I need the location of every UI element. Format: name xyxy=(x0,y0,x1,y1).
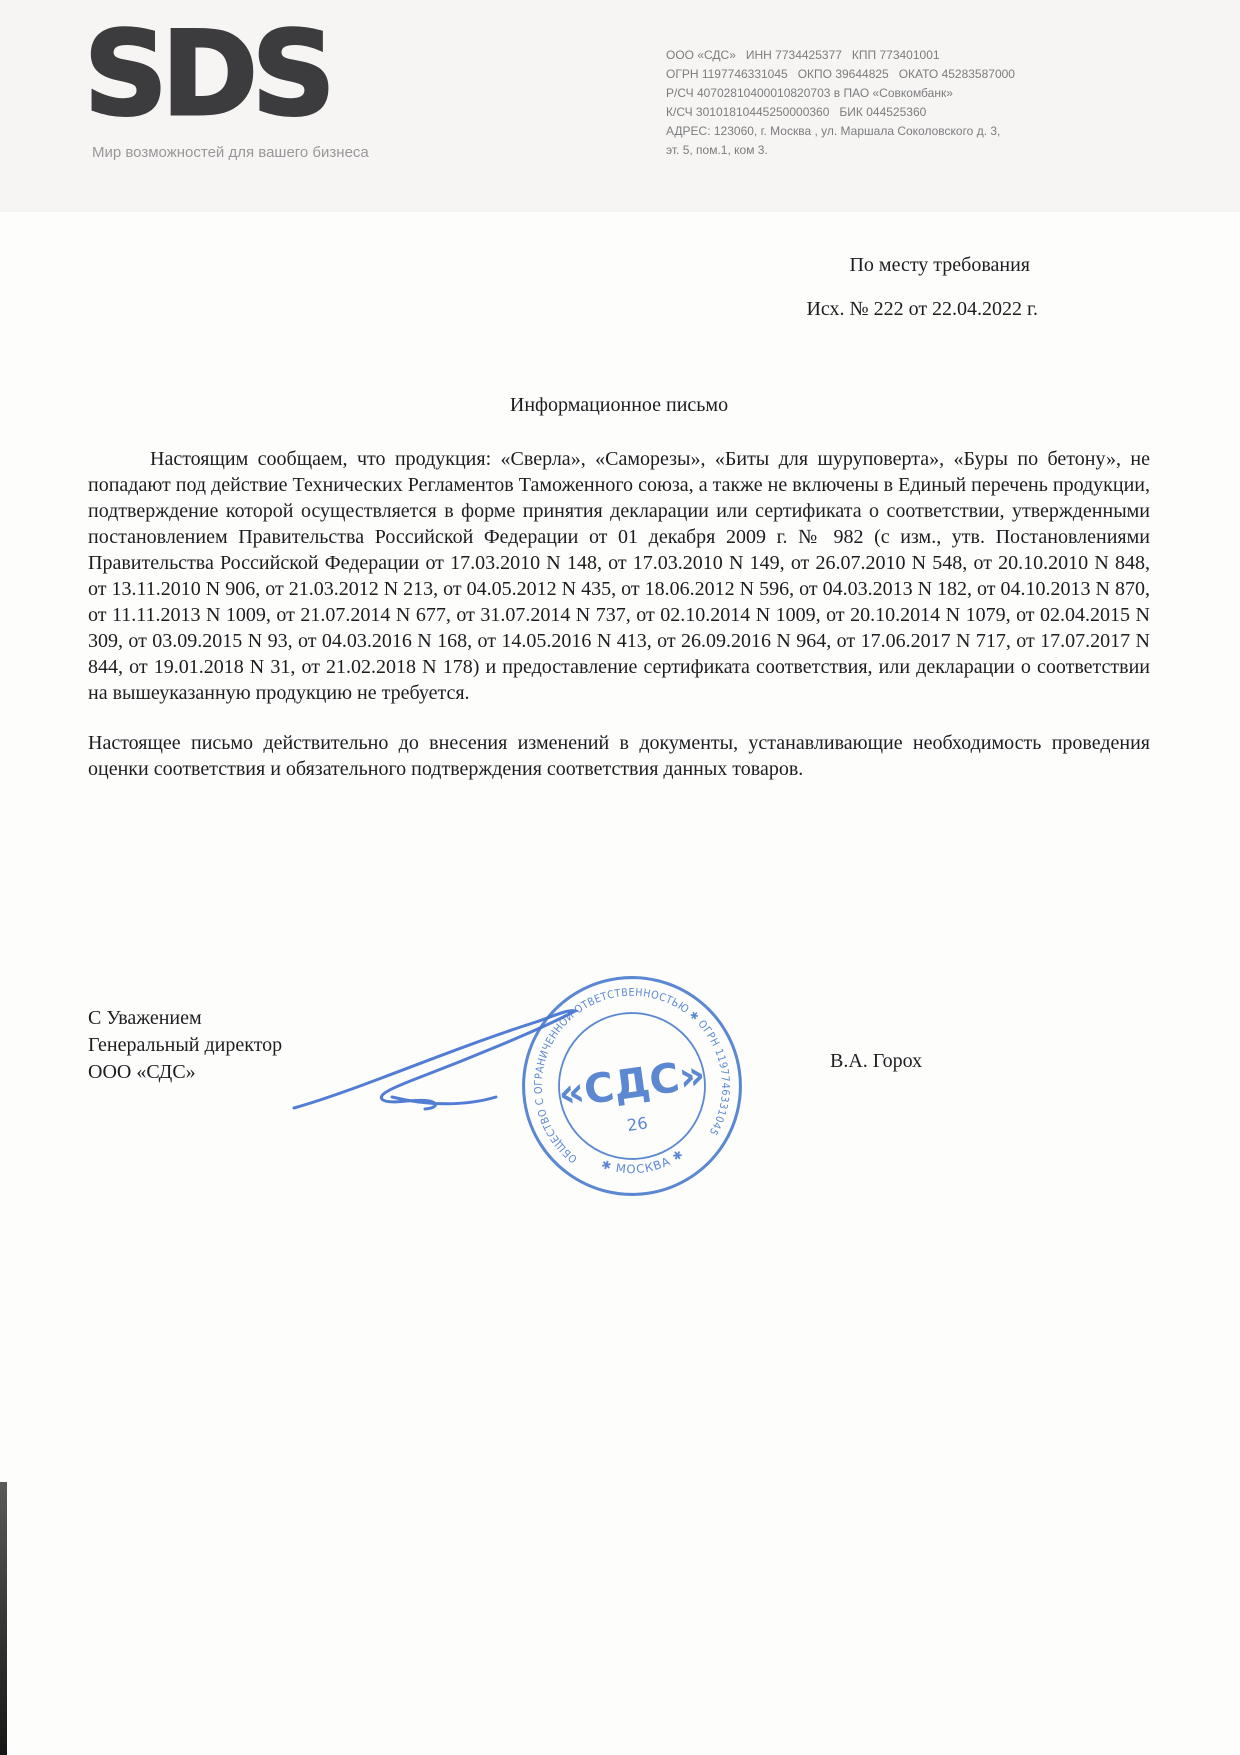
company-details xyxy=(666,46,1086,160)
closing-line: С Уважением xyxy=(88,1007,202,1029)
letter-title: Информационное письмо xyxy=(509,394,729,416)
company-logo: SDS xyxy=(84,7,330,142)
stamp-center-text: «СДС» xyxy=(555,1049,709,1118)
details-line: К/СЧ 30101810445250000360 БИК 044525360 xyxy=(666,105,927,119)
details-line: ООО «СДС» ИНН 7734425377 КПП 773401001 xyxy=(666,48,940,62)
details-line: ОГРН 1197746331045 ОКПО 39644825 ОКАТО 45283587000 xyxy=(666,67,1015,81)
stamp-bottom-text: ✱ МОСКВА ✱ xyxy=(599,1146,687,1177)
details-line: эт. 5, пом.1, ком 3. xyxy=(666,143,768,157)
svg-text:✱ МОСКВА ✱ xyxy=(598,1146,688,1182)
letter-paragraph-2: Настоящее письмо действительно до внесения изменений в документы, устанавливающие необходимость проведения оценки соответствия и обязательного подтверждения соответствия данных товаров. xyxy=(88,732,1150,780)
scan-artifact xyxy=(0,1482,7,1755)
letter-body xyxy=(88,240,1150,782)
closing-line: Генеральный директор xyxy=(88,1034,283,1056)
details-line: АДРЕС: 123060, г. Москва , ул. Маршала Соколовского д. 3, xyxy=(666,124,1001,138)
letter-paragraph-1: Настоящим сообщаем, что продукция: «Сверла», «Саморезы», «Биты для шуруповерта», «Буры по бетону», не попадают под действие Технических Регламентов Таможенного союза, а также не включены в Единый перечень продукции, подтверждение которой осуществляется в форме принятия декларации или сертификата о соответствии, утвержденными постановлением Правительства Российской Федерации от 01 декабря 2009 г. № 982 (с изм., утв. Постановлениями Правительства Российской Федерации от 17.03.2010 N 148, от 17.03.2010 N 149, от 26.07.2010 N 548, от 20.10.2010 N 848, от 13.11.2010 N 906, от 21.03.2012 N 213, от 04.05.2012 N 435, от 18.06.2012 N 596, от 04.03.2013 N 182, от 04.10.2013 N 870, от 11.11.2013 N 1009, от 21.07.2014 N 677, от 31.07.2014 N 737, от 02.10.2014 N 1009, от 20.10.2014 N 1079, от 02.04.2015 N 309, от 03.09.2015 N 93, от 04.03.2016 N 168, от 14.05.2016 N 413, от 26.09.2016 N 964, от 17.06.2017 N 717, от 17.07.2017 N 844, от 19.01.2018 N 31, от 21.02.2018 N 178) и предоставление сертификата соответствия, или декларации о соответствии на вышеуказанную продукцию не требуется. xyxy=(88,448,1150,704)
details-line: Р/СЧ 40702810400010820703 в ПАО «Совкомбанк» xyxy=(666,86,953,100)
director-name: В.А. Горох xyxy=(830,1050,923,1072)
stamp-number: 26 xyxy=(625,1113,649,1136)
signature-section xyxy=(0,960,1240,1520)
logo-tagline: Мир возможностей для вашего бизнеса xyxy=(92,144,369,161)
company-stamp xyxy=(503,957,761,1215)
stamp-ring-text: ОБЩЕСТВО С ОГРАНИЧЕННОЙ ОТВЕТСТВЕННОСТЬЮ ✱ ОГРН 1197746331045 xyxy=(531,985,733,1166)
outgoing-reference: Исх. № 222 от 22.04.2022 г. xyxy=(806,298,1038,320)
addressee: По месту требования xyxy=(849,254,1030,276)
closing-block xyxy=(88,1005,282,1086)
letterhead xyxy=(0,0,1240,212)
closing-line: ООО «СДС» xyxy=(88,1061,196,1083)
